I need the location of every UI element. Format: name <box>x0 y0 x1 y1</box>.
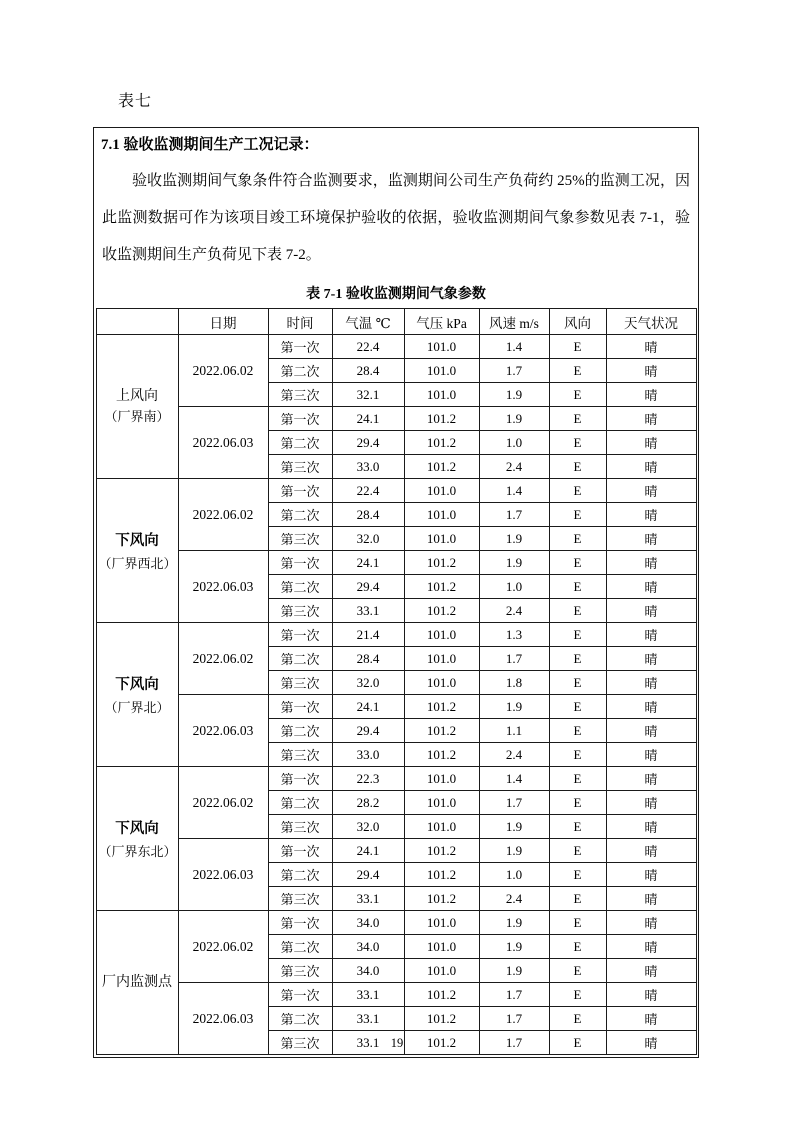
table-row <box>96 983 696 1007</box>
data-cell: 晴 <box>606 407 696 431</box>
data-cell: 32.0 <box>332 815 404 839</box>
data-cell: 第三次 <box>268 959 332 983</box>
data-cell: 24.1 <box>332 839 404 863</box>
data-cell: 1.0 <box>479 863 549 887</box>
table-row <box>96 479 696 503</box>
data-cell: 晴 <box>606 1031 696 1055</box>
data-cell: 1.9 <box>479 935 549 959</box>
data-cell: 101.0 <box>404 815 479 839</box>
data-cell: 晴 <box>606 455 696 479</box>
data-cell: 第一次 <box>268 479 332 503</box>
data-cell: 第三次 <box>268 815 332 839</box>
column-header: 时间 <box>268 309 332 335</box>
data-cell: 24.1 <box>332 407 404 431</box>
data-cell: 晴 <box>606 671 696 695</box>
date-cell: 2022.06.02 <box>178 623 268 695</box>
data-cell: 33.1 <box>332 887 404 911</box>
date-cell: 2022.06.03 <box>178 983 268 1055</box>
data-cell: 晴 <box>606 335 696 359</box>
data-cell: E <box>549 407 606 431</box>
data-cell: 晴 <box>606 527 696 551</box>
data-cell: 第二次 <box>268 1007 332 1031</box>
table-row <box>96 695 696 719</box>
data-cell: 2.4 <box>479 455 549 479</box>
data-cell: 29.4 <box>332 431 404 455</box>
header-row <box>96 309 696 335</box>
weather-table-body <box>96 335 696 1055</box>
data-cell: 34.0 <box>332 959 404 983</box>
data-cell: 1.9 <box>479 911 549 935</box>
data-cell: E <box>549 335 606 359</box>
data-cell: 29.4 <box>332 863 404 887</box>
data-cell: 33.1 <box>332 1031 404 1055</box>
location-label <box>96 767 178 911</box>
location-name: 下风向 <box>115 676 159 693</box>
data-cell: 晴 <box>606 503 696 527</box>
data-cell: 33.0 <box>332 743 404 767</box>
data-cell: 第二次 <box>268 575 332 599</box>
data-cell: 晴 <box>606 839 696 863</box>
data-cell: 101.2 <box>404 599 479 623</box>
data-cell: E <box>549 791 606 815</box>
data-cell: 第三次 <box>268 527 332 551</box>
data-cell: 101.2 <box>404 455 479 479</box>
data-cell: E <box>549 1007 606 1031</box>
data-cell: 101.0 <box>404 359 479 383</box>
data-cell: 101.0 <box>404 335 479 359</box>
data-cell: 2.4 <box>479 887 549 911</box>
data-cell: 24.1 <box>332 551 404 575</box>
data-cell: 101.2 <box>404 887 479 911</box>
table-row <box>96 767 696 791</box>
table-seven-label: 表七 <box>118 93 153 110</box>
table-row <box>96 335 696 359</box>
data-cell: 33.1 <box>332 1007 404 1031</box>
data-cell: 33.1 <box>332 599 404 623</box>
data-cell: 101.0 <box>404 383 479 407</box>
column-header: 气温 ℃ <box>332 309 404 335</box>
data-cell: 22.4 <box>332 479 404 503</box>
data-cell: 晴 <box>606 863 696 887</box>
location-name: 下风向 <box>115 532 159 549</box>
data-cell: E <box>549 743 606 767</box>
data-cell: 1.9 <box>479 527 549 551</box>
data-cell: 1.7 <box>479 1031 549 1055</box>
table-row <box>96 911 696 935</box>
data-cell: 1.9 <box>479 839 549 863</box>
data-cell: 1.7 <box>479 791 549 815</box>
location-detail: （厂界西北） <box>98 555 177 571</box>
data-cell: 34.0 <box>332 911 404 935</box>
data-cell: 101.0 <box>404 959 479 983</box>
data-cell: E <box>549 983 606 1007</box>
data-cell: E <box>549 815 606 839</box>
data-cell: 1.7 <box>479 503 549 527</box>
data-cell: 第三次 <box>268 1031 332 1055</box>
data-cell: 第一次 <box>268 911 332 935</box>
data-cell: 28.2 <box>332 791 404 815</box>
data-cell: 第三次 <box>268 671 332 695</box>
data-cell: 101.0 <box>404 791 479 815</box>
data-cell: 第一次 <box>268 695 332 719</box>
data-cell: 32.0 <box>332 527 404 551</box>
data-cell: 第二次 <box>268 431 332 455</box>
data-cell: 33.1 <box>332 983 404 1007</box>
data-cell: E <box>549 359 606 383</box>
location-name: 下风向 <box>115 820 159 837</box>
location-label <box>96 911 178 1055</box>
data-cell: 第一次 <box>268 623 332 647</box>
data-cell: 1.9 <box>479 407 549 431</box>
data-cell: 101.0 <box>404 911 479 935</box>
data-cell: 101.0 <box>404 767 479 791</box>
data-cell: 1.9 <box>479 383 549 407</box>
date-cell: 2022.06.03 <box>178 407 268 479</box>
data-cell: 1.7 <box>479 983 549 1007</box>
data-cell: 101.2 <box>404 743 479 767</box>
data-cell: 晴 <box>606 911 696 935</box>
data-cell: 28.4 <box>332 647 404 671</box>
location-label <box>96 623 178 767</box>
data-cell: E <box>549 959 606 983</box>
table-title: 表 7-1 验收监测期间气象参数 <box>306 287 486 302</box>
table-row <box>96 839 696 863</box>
date-cell: 2022.06.02 <box>178 767 268 839</box>
data-cell: 21.4 <box>332 623 404 647</box>
data-cell: 晴 <box>606 935 696 959</box>
data-cell: E <box>549 695 606 719</box>
data-cell: 第二次 <box>268 935 332 959</box>
data-cell: 32.1 <box>332 383 404 407</box>
location-detail: （厂界南） <box>104 408 170 424</box>
data-cell: 101.0 <box>404 671 479 695</box>
location-label <box>96 479 178 623</box>
data-cell: 晴 <box>606 791 696 815</box>
data-cell: E <box>549 911 606 935</box>
column-header: 气压 kPa <box>404 309 479 335</box>
data-cell: 晴 <box>606 887 696 911</box>
data-cell: E <box>549 1031 606 1055</box>
data-cell: E <box>549 839 606 863</box>
date-cell: 2022.06.02 <box>178 479 268 551</box>
data-cell: 101.2 <box>404 407 479 431</box>
data-cell: E <box>549 599 606 623</box>
data-cell: 101.2 <box>404 431 479 455</box>
page-number: 19 <box>390 1036 404 1050</box>
data-cell: 101.0 <box>404 527 479 551</box>
data-cell: 29.4 <box>332 719 404 743</box>
table-row <box>96 623 696 647</box>
data-cell: 第三次 <box>268 743 332 767</box>
data-cell: 101.2 <box>404 575 479 599</box>
data-cell: 第一次 <box>268 983 332 1007</box>
data-cell: 第二次 <box>268 359 332 383</box>
data-cell: 晴 <box>606 359 696 383</box>
data-cell: E <box>549 671 606 695</box>
data-cell: E <box>549 887 606 911</box>
data-cell: 第三次 <box>268 383 332 407</box>
data-cell: 101.2 <box>404 839 479 863</box>
data-cell: E <box>549 431 606 455</box>
data-cell: 101.0 <box>404 623 479 647</box>
data-cell: E <box>549 551 606 575</box>
data-cell: 1.3 <box>479 623 549 647</box>
table-row <box>96 407 696 431</box>
data-cell: 1.4 <box>479 767 549 791</box>
column-header <box>96 309 178 335</box>
data-cell: E <box>549 719 606 743</box>
data-cell: 晴 <box>606 647 696 671</box>
location-name: 厂内监测点 <box>102 974 172 990</box>
data-cell: 101.2 <box>404 1007 479 1031</box>
data-cell: E <box>549 767 606 791</box>
data-cell: E <box>549 479 606 503</box>
data-cell: 第一次 <box>268 335 332 359</box>
section-heading: 7.1 验收监测期间生产工况记录： <box>101 137 319 153</box>
data-cell: 晴 <box>606 623 696 647</box>
data-cell: 1.0 <box>479 431 549 455</box>
data-cell: 34.0 <box>332 935 404 959</box>
data-cell: 1.4 <box>479 479 549 503</box>
data-cell: 101.0 <box>404 503 479 527</box>
data-cell: 晴 <box>606 599 696 623</box>
date-cell: 2022.06.03 <box>178 839 268 911</box>
data-cell: E <box>549 575 606 599</box>
data-cell: 1.4 <box>479 335 549 359</box>
data-cell: 101.2 <box>404 695 479 719</box>
date-cell: 2022.06.03 <box>178 695 268 767</box>
data-cell: E <box>549 623 606 647</box>
data-cell: 101.2 <box>404 1031 479 1055</box>
column-header: 日期 <box>178 309 268 335</box>
data-cell: 晴 <box>606 479 696 503</box>
date-cell: 2022.06.02 <box>178 335 268 407</box>
data-cell: 第二次 <box>268 503 332 527</box>
data-cell: 第二次 <box>268 647 332 671</box>
column-header: 天气状况 <box>606 309 696 335</box>
weather-table-head <box>96 309 696 335</box>
data-cell: 第三次 <box>268 599 332 623</box>
data-cell: 晴 <box>606 743 696 767</box>
data-cell: 32.0 <box>332 671 404 695</box>
data-cell: E <box>549 503 606 527</box>
data-cell: 28.4 <box>332 359 404 383</box>
data-cell: 2.4 <box>479 743 549 767</box>
data-cell: E <box>549 863 606 887</box>
data-cell: 101.2 <box>404 551 479 575</box>
data-cell: 第一次 <box>268 839 332 863</box>
data-cell: 1.9 <box>479 815 549 839</box>
data-cell: 晴 <box>606 815 696 839</box>
data-cell: 1.1 <box>479 719 549 743</box>
data-cell: E <box>549 647 606 671</box>
data-cell: 第一次 <box>268 407 332 431</box>
data-cell: 1.9 <box>479 551 549 575</box>
column-header: 风速 m/s <box>479 309 549 335</box>
data-cell: 晴 <box>606 767 696 791</box>
data-cell: 第一次 <box>268 767 332 791</box>
data-cell: 晴 <box>606 959 696 983</box>
data-cell: 33.0 <box>332 455 404 479</box>
data-cell: 第三次 <box>268 455 332 479</box>
data-cell: 101.2 <box>404 983 479 1007</box>
data-cell: 1.7 <box>479 1007 549 1031</box>
data-cell: 1.9 <box>479 695 549 719</box>
data-cell: 1.9 <box>479 959 549 983</box>
data-cell: 1.7 <box>479 359 549 383</box>
data-cell: 第二次 <box>268 791 332 815</box>
location-name: 上风向 <box>116 388 158 404</box>
data-cell: 101.2 <box>404 719 479 743</box>
data-cell: 晴 <box>606 551 696 575</box>
data-cell: 101.0 <box>404 479 479 503</box>
weather-table <box>96 308 697 1055</box>
data-cell: 1.8 <box>479 671 549 695</box>
data-cell: 29.4 <box>332 575 404 599</box>
data-cell: 101.0 <box>404 647 479 671</box>
data-cell: 24.1 <box>332 695 404 719</box>
table-row <box>96 551 696 575</box>
data-cell: 第一次 <box>268 551 332 575</box>
data-cell: E <box>549 383 606 407</box>
location-detail: （厂界北） <box>104 699 170 715</box>
data-cell: 晴 <box>606 695 696 719</box>
date-cell: 2022.06.02 <box>178 911 268 983</box>
data-cell: 2.4 <box>479 599 549 623</box>
data-cell: 101.2 <box>404 863 479 887</box>
data-cell: 晴 <box>606 1007 696 1031</box>
data-cell: E <box>549 527 606 551</box>
data-cell: 1.0 <box>479 575 549 599</box>
data-cell: 第二次 <box>268 719 332 743</box>
data-cell: 22.4 <box>332 335 404 359</box>
location-detail: （厂界东北） <box>98 843 177 859</box>
data-cell: E <box>549 455 606 479</box>
column-header: 风向 <box>549 309 606 335</box>
data-cell: 晴 <box>606 431 696 455</box>
data-cell: 28.4 <box>332 503 404 527</box>
date-cell: 2022.06.03 <box>178 551 268 623</box>
data-cell: 晴 <box>606 383 696 407</box>
location-label <box>96 335 178 479</box>
data-cell: 第三次 <box>268 887 332 911</box>
data-cell: 晴 <box>606 575 696 599</box>
data-cell: 101.0 <box>404 935 479 959</box>
data-cell: 22.3 <box>332 767 404 791</box>
data-cell: 1.7 <box>479 647 549 671</box>
section-paragraph: 验收监测期间气象条件符合监测要求，监测期间公司生产负荷约 25%的监测工况，因此监测数据可作为该项目竣工环境保护验收的依据，验收监测期间气象参数见表 7-1，验收监测期间生产负荷见下表 7-2。 <box>102 173 690 263</box>
section-box <box>93 127 699 1058</box>
data-cell: E <box>549 935 606 959</box>
data-cell: 第二次 <box>268 863 332 887</box>
data-cell: 晴 <box>606 719 696 743</box>
data-cell: 晴 <box>606 983 696 1007</box>
